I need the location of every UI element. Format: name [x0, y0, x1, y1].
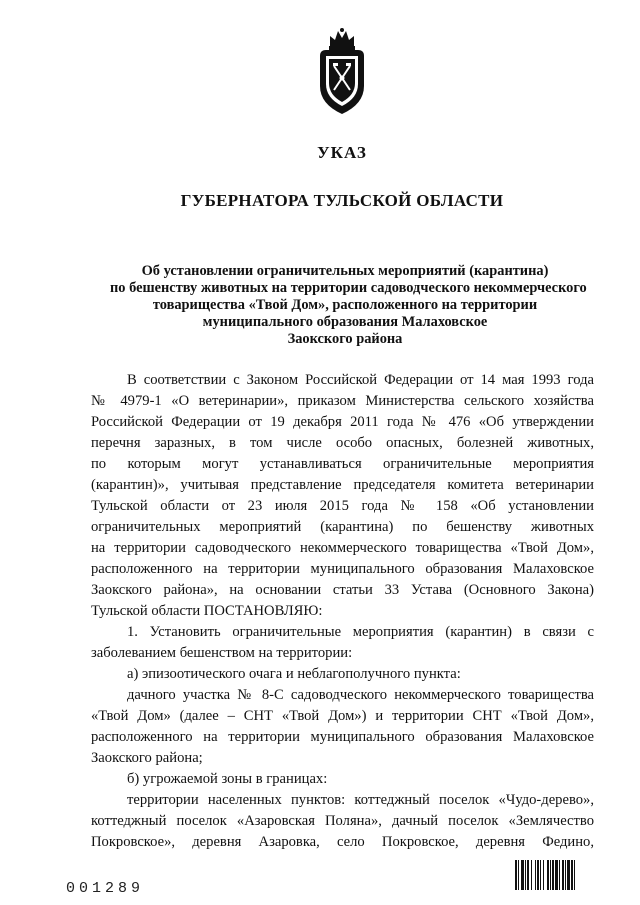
body-line: территории населенных пунктов: коттеджный поселок «Чудо-дерево», [127, 792, 594, 808]
body-line: Покровское», деревня Азаровка, село Покровское, деревня Федино, [91, 834, 594, 850]
body-line: (карантин)», учитывая представление председателя комитета ветеринарии [91, 477, 594, 493]
body-line: 1. Установить ограничительные мероприятия (карантин) в связи с [127, 624, 594, 640]
body-line: Российской Федерации от 19 декабря 2011 года № 476 «Об утверждении [91, 414, 594, 430]
body-line: дачного участка № 8-С садоводческого некоммерческого товарищества [127, 687, 594, 703]
body-line: коттеджный поселок «Азаровская Поляна», дачный поселок «Землячество [91, 813, 594, 829]
body-line: а) эпизоотического очага и неблагополучного пункта: [127, 666, 461, 682]
subject-line: товарищества «Твой Дом», расположенного на территории [152, 297, 538, 313]
body-line: Тульской области ПОСТАНОВЛЯЮ: [91, 603, 323, 619]
serial-number: 001289 [66, 880, 145, 897]
issuer-title: ГУБЕРНАТОРА ТУЛЬСКОЙ ОБЛАСТИ [180, 191, 504, 210]
body-line: на территории садоводческого некоммерческого товарищества «Твой Дом», [91, 540, 594, 556]
body-line: по которым могут устанавливаться ограничительные мероприятия [91, 456, 594, 472]
body-line: расположенного на территории муниципального образования Малаховское [91, 561, 594, 577]
body-line: перечня заразных, в том числе особо опасных, болезней животных, [91, 435, 594, 451]
body-line: Заокского района; [91, 750, 203, 766]
decree-body [91, 370, 594, 853]
decree-subject [110, 263, 587, 348]
subject-line: Об установлении ограничительных мероприятий (карантина) [141, 263, 549, 279]
body-line: заболеванием бешенством на территории: [91, 645, 353, 661]
document-type-title: УКАЗ [317, 143, 367, 162]
body-line: Заокского района», на основании статьи 33 Устава (Основного Закона) [91, 582, 594, 598]
coat-of-arms-emblem-icon [316, 26, 368, 116]
body-line: расположенного на территории муниципального образования Малаховское [91, 729, 594, 745]
subject-line: по бешенству животных на территории садоводческого некоммерческого [110, 280, 587, 296]
barcode-icon [515, 860, 611, 890]
body-line: «Твой Дом» (далее – СНТ «Твой Дом») и территории СНТ «Твой Дом», [91, 708, 594, 724]
body-line: б) угрожаемой зоны в границах: [127, 771, 328, 787]
body-line: В соответствии с Законом Российской Федерации от 14 мая 1993 года [127, 372, 594, 388]
body-line: ограничительных мероприятий (карантина) по бешенству животных [91, 519, 594, 535]
body-line: № 4979-1 «О ветеринарии», приказом Министерства сельского хозяйства [91, 393, 594, 409]
subject-line: муниципального образования Малаховское [202, 314, 488, 330]
body-line: Тульской области от 23 июля 2015 года № 158 «Об установлении [91, 498, 594, 514]
subject-line: Заокского района [287, 331, 403, 347]
